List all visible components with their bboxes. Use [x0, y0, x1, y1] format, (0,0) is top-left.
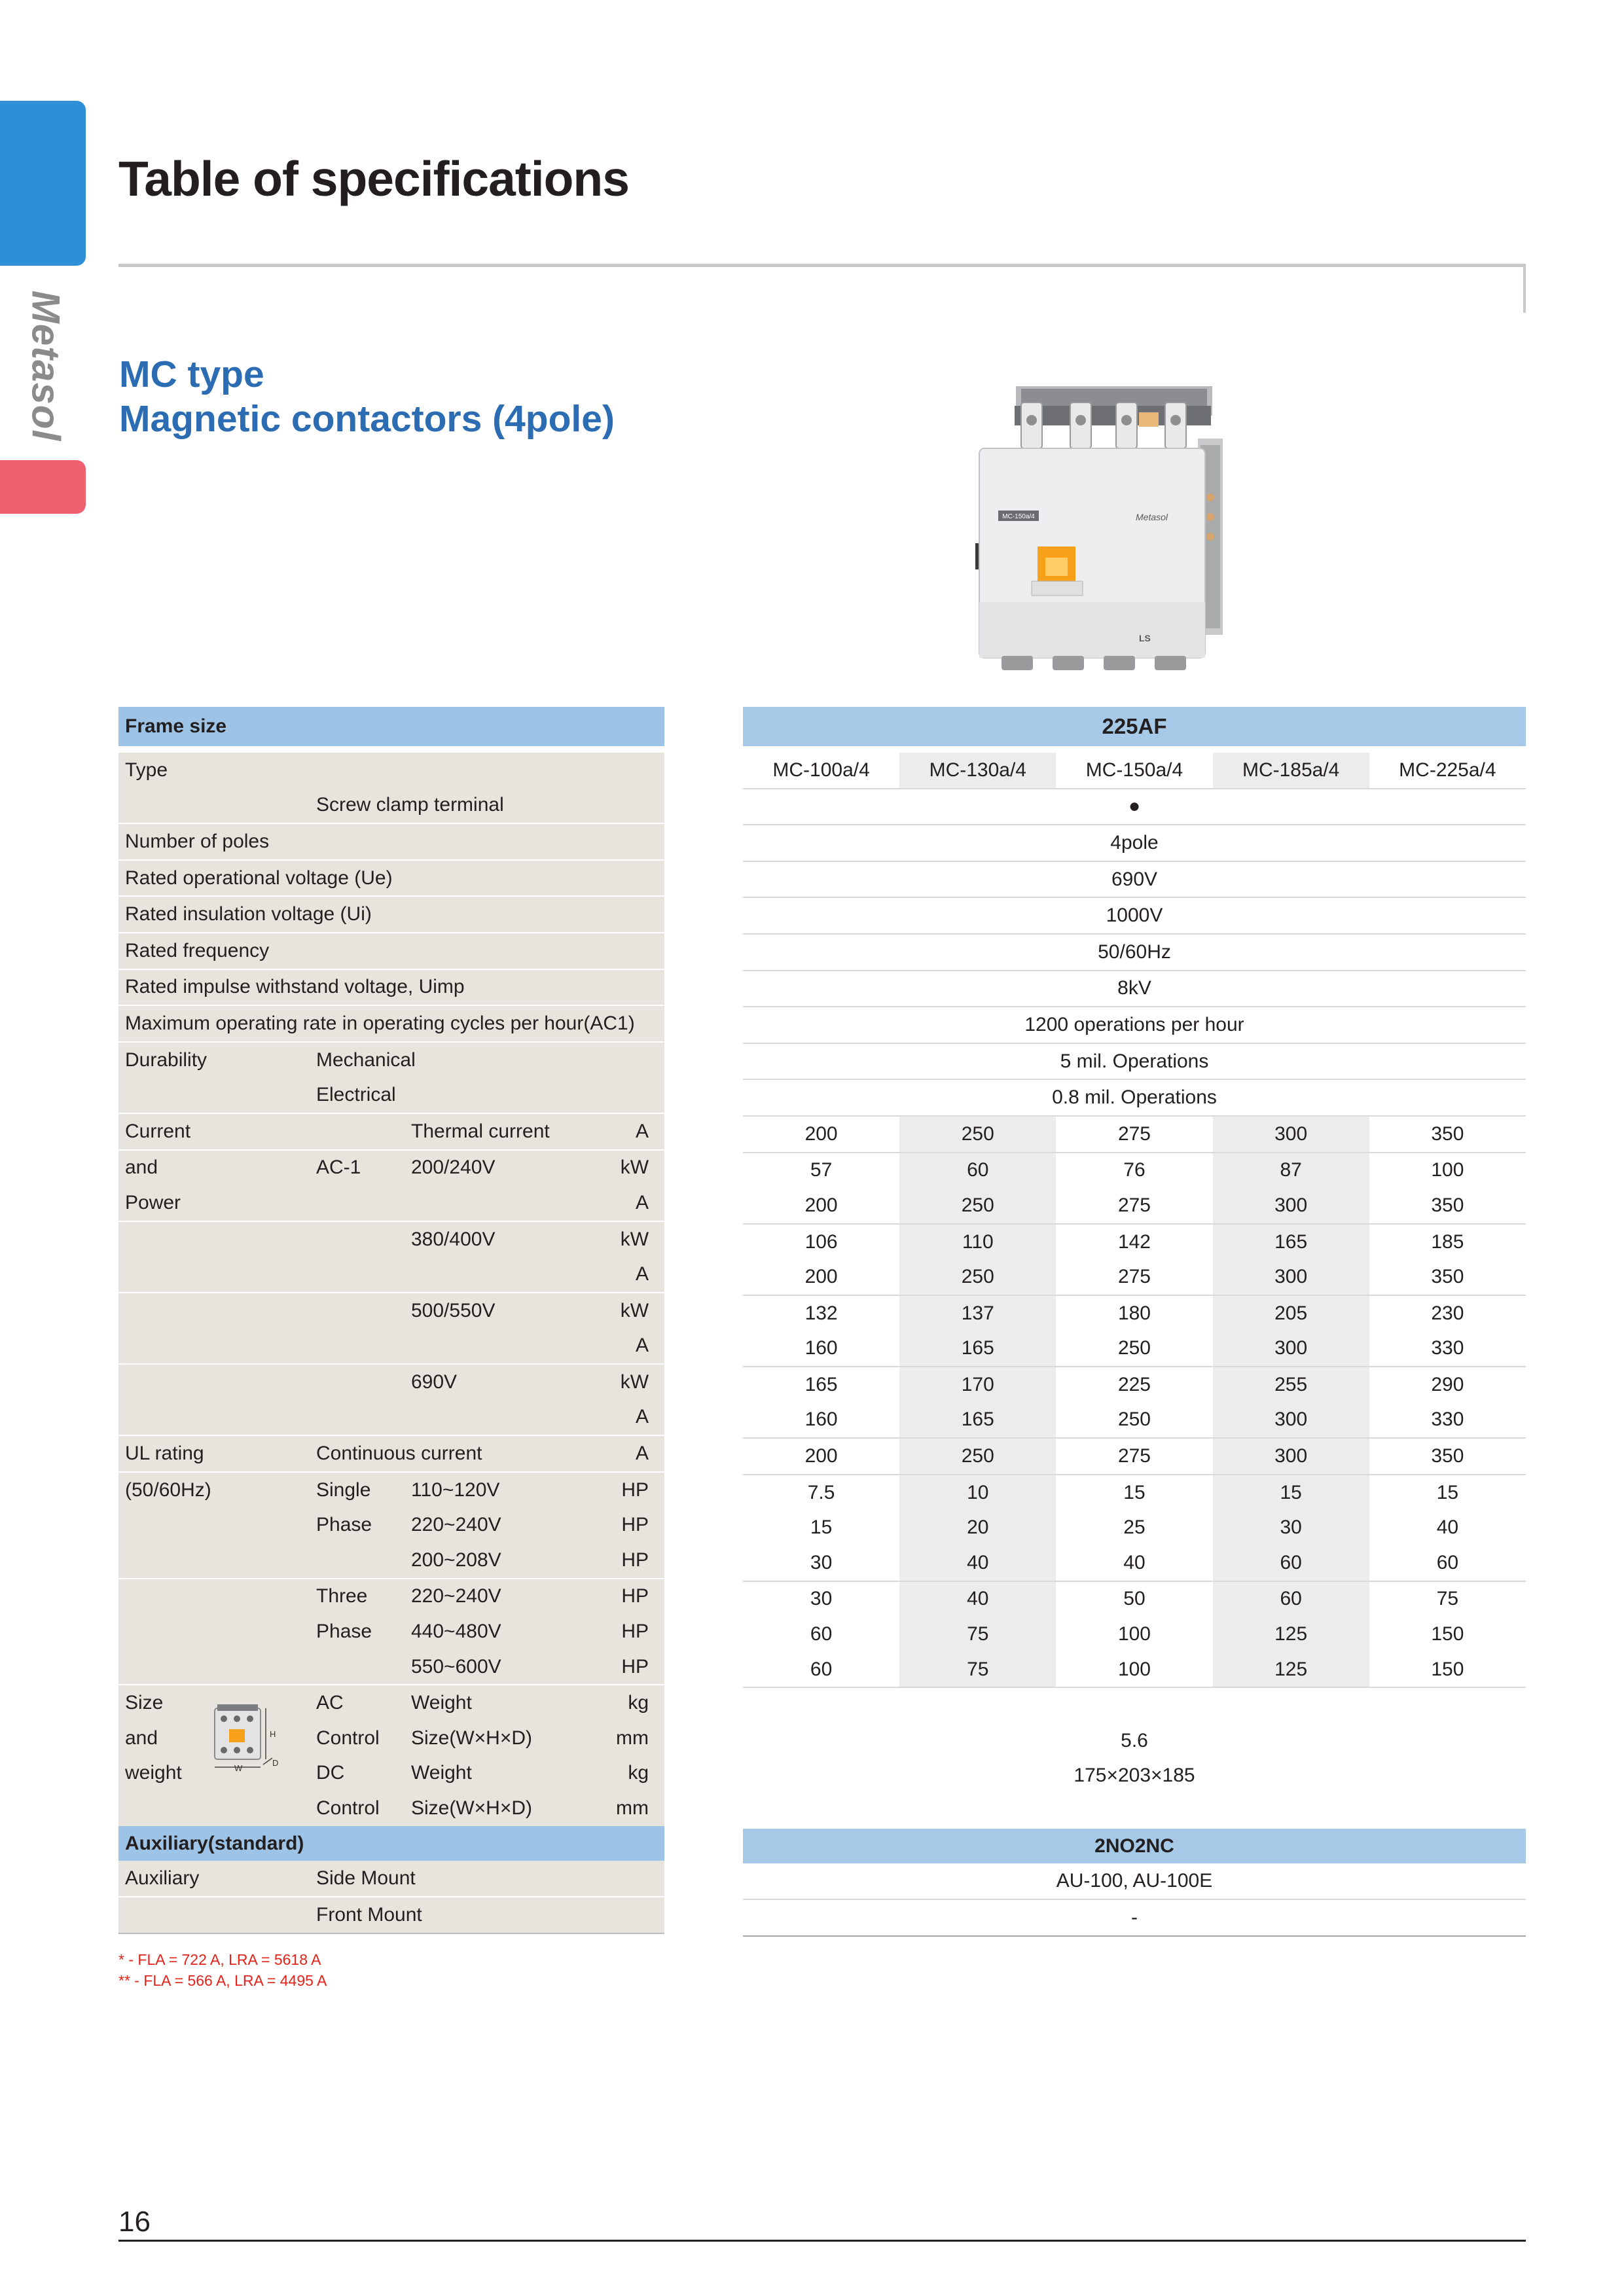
frame-size-value: 225AF [743, 707, 1526, 746]
unit-label: A [612, 1113, 664, 1150]
value-cell: 100 [1117, 1623, 1151, 1645]
unit-label: kW [612, 1221, 664, 1257]
value-cell: 275 [1117, 1194, 1151, 1216]
footnotes [118, 1949, 327, 1991]
unit-label: kW [612, 1364, 664, 1400]
phase-label: Single [310, 1472, 405, 1508]
spec-values-table [743, 707, 1526, 1937]
current-power-label: Current [118, 1113, 310, 1150]
freq-label: Rated frequency [118, 933, 664, 969]
value-cell: 275 [1056, 1438, 1212, 1475]
value-cell: 250 [1117, 1337, 1151, 1359]
value-cell: 40 [1436, 1516, 1459, 1539]
section-tab-blue [0, 101, 86, 266]
voltage-label: 220~240V [405, 1579, 612, 1615]
size-weight-label: and [125, 1727, 158, 1749]
title-divider [118, 264, 1526, 267]
section-subtitle [119, 352, 615, 441]
value-cell: 150 [1431, 1623, 1464, 1645]
value-cell: 100 [1369, 1153, 1526, 1189]
value-cell: 75 [899, 1617, 1056, 1652]
value-cell: 40 [899, 1581, 1056, 1617]
value-cell: 350 [1431, 1266, 1464, 1288]
value-cell: 60 [899, 1153, 1056, 1189]
value-cell: 200 [743, 1438, 899, 1475]
value-cell: 255 [1213, 1367, 1369, 1403]
value-cell: 125 [1213, 1652, 1369, 1688]
value-cell: 225 [1056, 1367, 1212, 1403]
value-cell: 300 [1213, 1116, 1369, 1153]
value-cell: 60 [1436, 1551, 1459, 1573]
value-cell: 110 [899, 1224, 1056, 1260]
size-weight-label: weight [125, 1762, 182, 1784]
weight-label: Weight [405, 1685, 612, 1721]
dimension-w-label: W [234, 1763, 243, 1773]
value-cell: 137 [899, 1295, 1056, 1331]
value-cell: 290 [1369, 1367, 1526, 1403]
unit-label: mm [616, 1797, 649, 1820]
value-cell: 30 [743, 1581, 899, 1617]
brand-tab-label: Metasol [24, 290, 68, 442]
voltage-label: 220~240V [411, 1514, 501, 1536]
value-cell: 165 [899, 1331, 1056, 1367]
value-cell: 20 [899, 1510, 1056, 1545]
value-cell: 125 [1213, 1617, 1369, 1652]
footnote: ** - FLA = 566 A, LRA = 4495 A [118, 1972, 327, 1989]
ui-label: Rated insulation voltage (Ui) [118, 896, 664, 933]
continuous-label: Continuous current [310, 1435, 612, 1472]
model-header: MC-185a/4 [1213, 753, 1369, 789]
value-cell: 250 [1117, 1408, 1151, 1431]
electrical-value: 0.8 mil. Operations [743, 1079, 1526, 1116]
side-mount-value: AU-100, AU-100E [1056, 1870, 1213, 1892]
unit-label: HP [612, 1579, 664, 1615]
contactor-product-photo [975, 386, 1250, 681]
unit-label: A [636, 1263, 649, 1285]
ul-label: UL rating [118, 1435, 310, 1472]
size-label: Size(W×H×D) [411, 1727, 533, 1749]
value-cell: 300 [1213, 1331, 1369, 1367]
value-cell: 87 [1213, 1153, 1369, 1189]
phase-label: Phase [316, 1514, 372, 1536]
aux-standard-label: Auxiliary(standard) [118, 1826, 664, 1861]
value-cell: 300 [1213, 1188, 1369, 1224]
value-cell: 150 [1431, 1658, 1464, 1680]
unit-label: kW [612, 1293, 664, 1329]
front-mount-label: Front Mount [310, 1897, 664, 1933]
uimp-label: Rated impulse withstand voltage, Uimp [118, 969, 664, 1006]
value-cell: 60 [1213, 1545, 1369, 1581]
unit-label: kg [612, 1685, 664, 1721]
title-divider-end [1523, 264, 1526, 313]
photo-label-tag: MC-150a/4 [1002, 513, 1035, 520]
value-cell: 10 [899, 1475, 1056, 1511]
page-number: 16 [118, 2206, 151, 2238]
ue-label: Rated operational voltage (Ue) [118, 860, 664, 897]
uimp-value: 8kV [743, 971, 1526, 1007]
photo-brand-text: Metasol [1136, 512, 1168, 522]
mechanical-label: Mechanical [310, 1042, 664, 1078]
control-type-label: Control [316, 1797, 380, 1820]
value-cell: 30 [810, 1551, 833, 1573]
value-cell: 230 [1369, 1295, 1526, 1331]
page-title: Table of specifications [118, 151, 629, 206]
value-cell: 60 [810, 1623, 833, 1645]
footnote: * - FLA = 722 A, LRA = 5618 A [118, 1951, 321, 1968]
mechanical-value: 5 mil. Operations [743, 1043, 1526, 1080]
value-cell: 170 [899, 1367, 1056, 1403]
unit-label: HP [621, 1549, 649, 1571]
voltage-label: 440~480V [411, 1621, 501, 1643]
value-cell: 30 [1213, 1510, 1369, 1545]
section-tab-red [0, 460, 86, 514]
maxrate-label: Maximum operating rate in operating cycles per hour(AC1) [118, 1005, 664, 1042]
value-cell: 250 [899, 1188, 1056, 1224]
unit-label: A [636, 1406, 649, 1428]
value-cell: 330 [1431, 1408, 1464, 1431]
unit-label: kg [628, 1762, 649, 1784]
value-cell: 300 [1213, 1259, 1369, 1295]
value-cell: 100 [1117, 1658, 1151, 1680]
unit-label: HP [612, 1472, 664, 1508]
spec-labels-table [118, 707, 664, 1934]
electrical-label: Electrical [316, 1084, 396, 1106]
value-cell: 25 [1123, 1516, 1146, 1539]
unit-label: HP [621, 1621, 649, 1643]
front-mount-value: - [743, 1899, 1526, 1936]
contactor-dimension-icon [209, 1702, 280, 1774]
dimension-h-label: H [270, 1729, 276, 1739]
weight-value: 5.6 [1121, 1729, 1148, 1751]
dimension-d-label: D [272, 1758, 279, 1768]
unit-label: HP [621, 1655, 649, 1677]
size-weight-label: Size [118, 1685, 310, 1721]
value-cell: 57 [743, 1153, 899, 1189]
model-header: MC-130a/4 [899, 753, 1056, 789]
value-cell: 60 [1213, 1581, 1369, 1617]
side-mount-label: Side Mount [316, 1867, 416, 1890]
value-cell: 76 [1056, 1153, 1212, 1189]
value-cell: 330 [1431, 1337, 1464, 1359]
aux-standard-value: 2NO2NC [743, 1829, 1526, 1864]
value-cell: 350 [1369, 1116, 1526, 1153]
weight-label: Weight [411, 1762, 472, 1784]
value-cell: 132 [743, 1295, 899, 1331]
voltage-label: 380/400V [405, 1221, 612, 1257]
phase-label: Three [310, 1579, 405, 1615]
value-cell: 200 [804, 1266, 838, 1288]
value-cell: 275 [1056, 1116, 1212, 1153]
current-power-label: and [118, 1150, 310, 1186]
type-label: Type [125, 759, 168, 781]
voltage-label: 550~600V [411, 1655, 501, 1677]
subtitle-line-1: MC type [119, 353, 264, 395]
subtitle-line-2: Magnetic contactors (4pole) [119, 398, 615, 440]
poles-value: 4pole [743, 825, 1526, 861]
current-power-label: Power [125, 1191, 181, 1213]
voltage-label: 200/240V [405, 1150, 612, 1186]
value-cell: 250 [899, 1259, 1056, 1295]
unit-label: A [636, 1335, 649, 1357]
ul-label: (50/60Hz) [118, 1472, 310, 1508]
model-header: MC-150a/4 [1085, 759, 1183, 781]
unit-label: kW [612, 1150, 664, 1186]
value-cell: 300 [1213, 1438, 1369, 1475]
value-cell: 185 [1369, 1224, 1526, 1260]
value-cell: 60 [810, 1658, 833, 1680]
freq-value: 50/60Hz [743, 934, 1526, 971]
value-cell: 165 [1213, 1224, 1369, 1260]
unit-label: HP [621, 1514, 649, 1536]
size-label: Size(W×H×D) [411, 1797, 533, 1820]
value-cell: 160 [804, 1337, 838, 1359]
value-cell: 165 [743, 1367, 899, 1403]
size-value: 175×203×185 [1074, 1765, 1195, 1787]
photo-logo-text: LS [1139, 633, 1151, 643]
model-header: MC-225a/4 [1399, 759, 1496, 781]
value-cell: 15 [1056, 1475, 1212, 1511]
value-cell: 250 [899, 1116, 1056, 1153]
value-cell: 75 [1369, 1581, 1526, 1617]
value-cell: 142 [1056, 1224, 1212, 1260]
value-cell: 180 [1056, 1295, 1212, 1331]
thermal-label: Thermal current [405, 1113, 612, 1150]
maxrate-value: 1200 operations per hour [743, 1007, 1526, 1043]
frame-size-label: Frame size [118, 707, 664, 746]
ue-value: 690V [743, 861, 1526, 898]
value-cell: 40 [899, 1545, 1056, 1581]
voltage-label: 500/550V [405, 1293, 612, 1329]
poles-label: Number of poles [118, 823, 664, 860]
value-cell: 165 [899, 1403, 1056, 1439]
value-cell: 300 [1213, 1403, 1369, 1439]
screw-clamp-label: Screw clamp terminal [316, 794, 504, 816]
footer-divider [118, 2240, 1526, 2242]
value-cell: 205 [1213, 1295, 1369, 1331]
value-cell: 160 [804, 1408, 838, 1431]
value-cell: 250 [899, 1438, 1056, 1475]
aux-label: Auxiliary [125, 1867, 200, 1890]
value-cell: 350 [1369, 1438, 1526, 1475]
control-type-label: AC [310, 1685, 405, 1721]
value-cell: 275 [1117, 1266, 1151, 1288]
voltage-label: 200~208V [411, 1549, 501, 1571]
value-cell: 200 [743, 1116, 899, 1153]
value-cell: 75 [899, 1652, 1056, 1688]
control-type-label: Control [316, 1727, 380, 1749]
unit-label: A [636, 1191, 649, 1213]
value-cell: 350 [1431, 1194, 1464, 1216]
unit-label: mm [616, 1727, 649, 1749]
value-cell: 50 [1056, 1581, 1212, 1617]
unit-label: A [612, 1435, 664, 1472]
voltage-label: 110~120V [405, 1472, 612, 1508]
value-cell: 7.5 [743, 1475, 899, 1511]
model-header: MC-100a/4 [772, 759, 870, 781]
durability-label: Durability [118, 1042, 310, 1078]
value-cell: 15 [1213, 1475, 1369, 1511]
value-cell: 15 [1369, 1475, 1526, 1511]
phase-label: Phase [316, 1621, 372, 1643]
voltage-label: 690V [405, 1364, 612, 1400]
value-cell: 40 [1123, 1551, 1146, 1573]
screw-clamp-value: ● [743, 789, 1526, 825]
value-cell: 200 [804, 1194, 838, 1216]
ui-value: 1000V [743, 897, 1526, 934]
control-type-label: DC [316, 1762, 345, 1784]
ac1-label: AC-1 [310, 1150, 405, 1186]
value-cell: 106 [743, 1224, 899, 1260]
value-cell: 15 [810, 1516, 833, 1539]
